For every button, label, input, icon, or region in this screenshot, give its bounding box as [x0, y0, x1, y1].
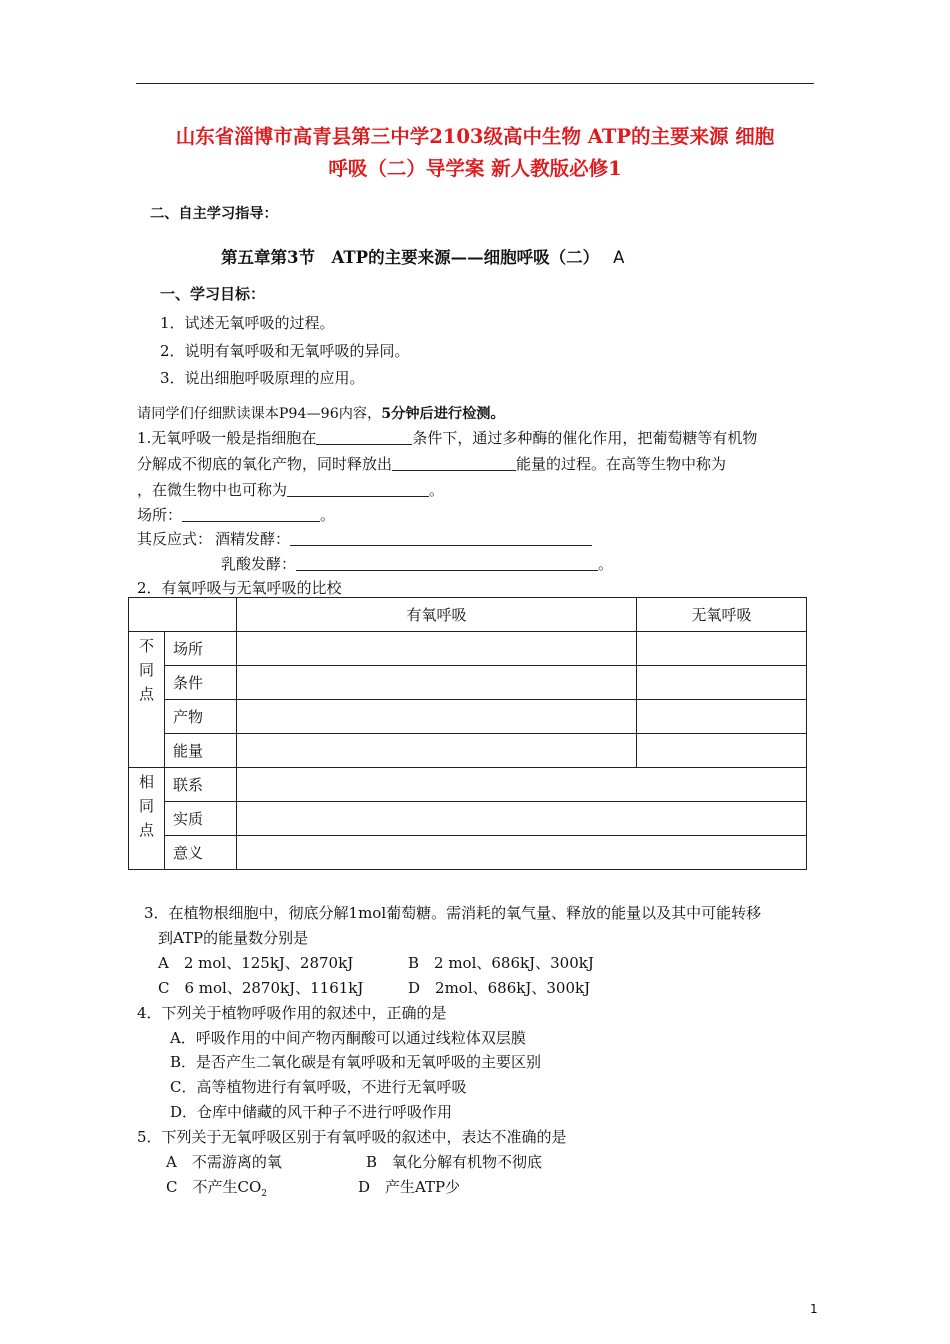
table-corner-cell — [129, 598, 237, 632]
answer-cell[interactable] — [237, 700, 637, 734]
row-label: 条件 — [165, 666, 237, 700]
q4-option-a[interactable]: A．呼吸作用的中间产物丙酮酸可以通过线粒体双层膜 — [170, 1029, 526, 1047]
page-number: 1 — [810, 1302, 818, 1316]
row-label: 意义 — [165, 836, 237, 870]
q1-text: 1.无氧呼吸一般是指细胞在 — [137, 429, 317, 447]
q5-option-c[interactable] — [166, 1176, 267, 1199]
doc-title-line1: 山东省淄博市高青县第三中学2103级高中生物 ATP的主要来源 细胞 — [175, 125, 775, 148]
q4-stem: 4．下列关于植物呼吸作用的叙述中，正确的是 — [137, 1004, 447, 1022]
chapter-suffix: A — [613, 248, 625, 267]
comparison-table — [128, 597, 807, 870]
objectives-heading: 一、学习目标： — [160, 285, 266, 303]
objective-item: 1．试述无氧呼吸的过程。 — [160, 314, 335, 332]
header-aerobic: 有氧呼吸 — [237, 598, 637, 632]
group-char: 点 — [138, 685, 154, 703]
q5-option-d[interactable]: D 产生ATP少 — [358, 1178, 461, 1196]
q1-text: 分解成不彻底的氧化产物，同时释放出 — [137, 455, 393, 473]
table-row — [129, 700, 807, 734]
lactic-label: 乳酸发酵： — [221, 555, 297, 573]
answer-cell[interactable] — [637, 734, 807, 768]
answer-cell[interactable] — [237, 836, 807, 870]
table-row — [129, 632, 807, 666]
instruction-text: 请同学们仔细默读课本P94—96内容， — [137, 406, 382, 422]
header-anaerobic: 无氧呼吸 — [637, 598, 807, 632]
chapter-title — [221, 244, 624, 268]
q5-option-c-text: C 不产生CO — [166, 1178, 262, 1196]
answer-cell[interactable] — [237, 666, 637, 700]
table-header-row — [129, 598, 807, 632]
q1-line2 — [137, 453, 726, 474]
answer-cell[interactable] — [637, 632, 807, 666]
row-label: 能量 — [165, 734, 237, 768]
answer-cell[interactable] — [237, 734, 637, 768]
row-label: 产物 — [165, 700, 237, 734]
q4-option-d[interactable]: D．仓库中储藏的风干种子不进行呼吸作用 — [170, 1103, 453, 1121]
instruction-bold: 5分钟后进行检测。 — [381, 406, 505, 422]
q3-option-a[interactable]: A 2 mol、125kJ、2870kJ — [158, 954, 354, 972]
q3-option-c[interactable]: C 6 mol、2870kJ、1161kJ — [158, 979, 364, 997]
q5-option-a[interactable]: A 不需游离的氧 — [166, 1153, 282, 1171]
q4-option-b[interactable]: B．是否产生二氧化碳是有氧呼吸和无氧呼吸的主要区别 — [170, 1053, 542, 1071]
q1-line1 — [137, 427, 757, 448]
section-heading: 二、自主学习指导： — [150, 206, 278, 222]
q5-option-b[interactable]: B 氧化分解有机物不彻底 — [366, 1153, 543, 1171]
q3-stem-line1: 3．在植物根细胞中，彻底分解1mol葡萄糖。需消耗的氧气量、释放的能量以及其中可能转移 — [144, 904, 762, 922]
q2-title: 2．有氧呼吸与无氧呼吸的比校 — [137, 579, 342, 597]
group-char: 不 — [138, 637, 154, 655]
group-char: 同 — [138, 661, 154, 679]
group-char: 相 — [138, 773, 154, 791]
q3-option-d[interactable]: D 2mol、686kJ、300kJ — [408, 979, 591, 997]
header-rule — [136, 83, 814, 84]
place-end: 。 — [320, 506, 336, 524]
table-row — [129, 802, 807, 836]
doc-title-line2: 呼吸（二）导学案 新人教版必修1 — [328, 157, 622, 180]
objective-item: 3．说出细胞呼吸原理的应用。 — [160, 369, 365, 387]
q5-stem: 5．下列关于无氧呼吸区别于有氧呼吸的叙述中，表达不准确的是 — [137, 1128, 567, 1146]
alcohol-label: 酒精发酵： — [215, 530, 291, 548]
group-label-different — [129, 632, 165, 768]
group-char: 点 — [138, 821, 154, 839]
place-label: 场所： — [137, 506, 183, 524]
q1-text: 能量的过程。在高等生物中称为 — [516, 455, 727, 473]
answer-cell[interactable] — [637, 666, 807, 700]
table-row — [129, 768, 807, 802]
q1-place — [137, 504, 335, 525]
answer-cell[interactable] — [237, 802, 807, 836]
group-char: 同 — [138, 797, 154, 815]
table-row — [129, 836, 807, 870]
q3-stem-line2: 到ATP的能量数分别是 — [158, 929, 309, 947]
q1-line3 — [137, 479, 444, 500]
answer-blank[interactable] — [182, 507, 320, 522]
q1-text: 。 — [429, 481, 445, 499]
q3-option-b[interactable]: B 2 mol、686kJ、300kJ — [408, 954, 594, 972]
answer-blank[interactable] — [392, 456, 516, 471]
answer-blank[interactable] — [296, 556, 598, 571]
q1-text: 条件下，通过多种酶的催化作用，把葡萄糖等有机物 — [412, 429, 758, 447]
answer-cell[interactable] — [237, 632, 637, 666]
reading-instruction — [137, 403, 505, 423]
q1-text: ，在微生物中也可称为 — [137, 481, 288, 499]
answer-blank[interactable] — [287, 482, 429, 497]
row-label: 场所 — [165, 632, 237, 666]
table-row — [129, 666, 807, 700]
answer-cell[interactable] — [637, 700, 807, 734]
q1-reaction-lactic — [221, 553, 613, 574]
group-label-same — [129, 768, 165, 870]
answer-blank[interactable] — [316, 430, 412, 445]
objective-item: 2．说明有氧呼吸和无氧呼吸的异同。 — [160, 342, 410, 360]
subscript-2: 2 — [261, 1189, 267, 1199]
answer-blank[interactable] — [290, 531, 592, 546]
q4-option-c[interactable]: C．高等植物进行有氧呼吸，不进行无氧呼吸 — [170, 1078, 467, 1096]
reaction-label: 其反应式： — [137, 530, 213, 548]
chapter-title-text: 第五章第3节 ATP的主要来源——细胞呼吸（二） — [221, 248, 600, 267]
answer-cell[interactable] — [237, 768, 807, 802]
lactic-end: 。 — [598, 555, 614, 573]
q1-reaction-alcohol — [137, 528, 592, 549]
table-row — [129, 734, 807, 768]
row-label: 联系 — [165, 768, 237, 802]
row-label: 实质 — [165, 802, 237, 836]
